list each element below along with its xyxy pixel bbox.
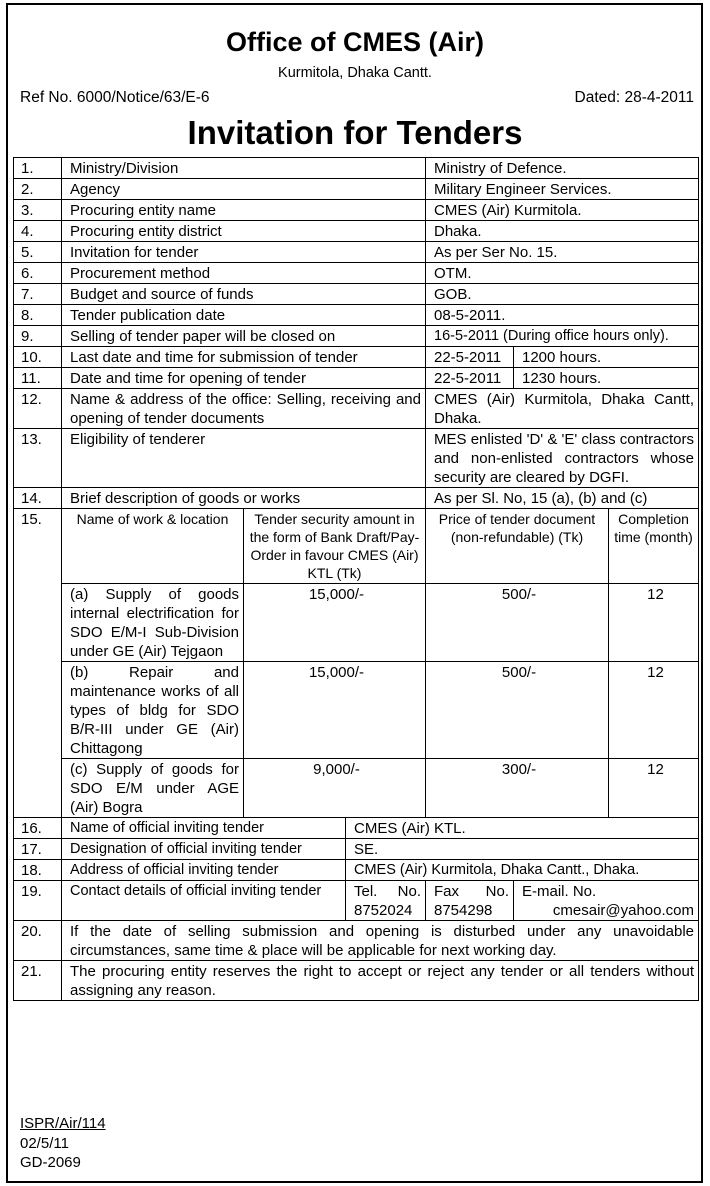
table-row [14,584,699,662]
table-row: 1. Ministry/Division Ministry of Defence. [14,158,699,179]
row-label: Brief description of goods or works [62,488,426,509]
ispr-code: ISPR/Air/114 [20,1115,106,1132]
row-value: 16-5-2011 (During office hours only). [426,326,699,347]
row-label: Date and time for opening of tender [62,368,426,389]
row-label: Contact details of official inviting tender [62,881,346,921]
table-row: 3. Procuring entity name CMES (Air) Kurmitola. [14,200,699,221]
table-row: 8. Tender publication date 08-5-2011. [14,305,699,326]
note-text: The procuring entity reserves the right to accept or reject any tender or all tenders without assigning any reason. [62,961,699,1001]
note-text: If the date of selling submission and opening is disturbed under any unavoidable circumstances, same time & place will be applicable for next working day. [62,921,699,961]
email-address: cmesair@yahoo.com [552,902,694,919]
submission-time: 1200 hours. [514,347,699,368]
row-value: CMES (Air) Kurmitola. [426,200,699,221]
row-label: Tender publication date [62,305,426,326]
tel-number: 8752024 [354,902,413,919]
row-value: Dhaka. [426,221,699,242]
email-label: E-mail. No. [522,883,597,900]
fax-number: 8754298 [434,902,493,919]
row-label: Budget and source of funds [62,284,426,305]
opening-date: 22-5-2011 [426,368,514,389]
work-name: (b) Repair and maintenance works of all types of bldg for SDO B/R-III under GE (Air) Chittagong [62,662,244,759]
table-row: 5. Invitation for tender As per Ser No. 15. [14,242,699,263]
works-security-header: Tender security amount in the form of Bank Draft/Pay-Order in favour CMES (Air) KTL (Tk) [244,509,426,584]
work-price: 500/- [426,662,609,759]
table-row: 21. The procuring entity reserves the right to accept or reject any tender or all tenders without assigning any reason. [14,961,699,1001]
row-label: Address of official inviting tender [62,860,346,881]
footer [20,1114,106,1173]
work-security: 15,000/- [244,584,426,662]
row-value: OTM. [426,263,699,284]
row-label: Designation of official inviting tender [62,839,346,860]
work-price: 300/- [426,759,609,818]
work-completion: 12 [609,662,699,759]
table-row: 17. Designation of official inviting tender SE. [14,839,699,860]
tender-table [13,157,699,1001]
work-completion: 12 [609,584,699,662]
table-row [14,759,699,818]
table-row: 20. If the date of selling submission and opening is disturbed under any unavoidable circumstances, same time & place will be applicable for next working day. [14,921,699,961]
table-row: 13. Eligibility of tenderer MES enlisted 'D' & 'E' class contractors and non-enlisted contractors whose security are cleared by DGFI. [14,429,699,488]
row-value: CMES (Air) Kurmitola, Dhaka Cantt., Dhaka. [346,860,699,881]
row-value: As per Ser No. 15. [426,242,699,263]
row-value: MES enlisted 'D' & 'E' class contractors and non-enlisted contractors whose security are cleared by DGFI. [426,429,699,488]
row-label: Procurement method [62,263,426,284]
row-value: CMES (Air) KTL. [346,818,699,839]
opening-time: 1230 hours. [514,368,699,389]
submission-date: 22-5-2011 [426,347,514,368]
row-label: Procuring entity district [62,221,426,242]
row-label: Agency [62,179,426,200]
table-row: 9. Selling of tender paper will be closed on 16-5-2011 (During office hours only). [14,326,699,347]
row-label: Last date and time for submission of tender [62,347,426,368]
gd-number: GD-2069 [20,1154,81,1171]
contact-fax [426,881,514,921]
contact-tel [346,881,426,921]
row-value: Military Engineer Services. [426,179,699,200]
work-completion: 12 [609,759,699,818]
work-price: 500/- [426,584,609,662]
fax-label: Fax No. [434,883,509,900]
tel-label: Tel. No. [354,883,421,900]
table-row: 19. Contact details of official inviting tender Tel. No. 8752024 Fax No. 8754298 E-mail. No. cmesair@yahoo.com [14,881,699,921]
work-name: (c) Supply of goods for SDO E/M under AGE (Air) Bogra [62,759,244,818]
table-row: 16. Name of official inviting tender CMES (Air) KTL. [14,818,699,839]
row-label: Name of official inviting tender [62,818,346,839]
office-title: Office of CMES (Air) [225,27,484,57]
work-name: (a) Supply of goods internal electrification for SDO E/M-I Sub-Division under GE (Air) Tejgaon [62,584,244,662]
table-row: 7. Budget and source of funds GOB. [14,284,699,305]
row-value: CMES (Air) Kurmitola, Dhaka Cantt, Dhaka. [426,389,699,429]
work-security: 15,000/- [244,662,426,759]
row-value: SE. [346,839,699,860]
row-label: Ministry/Division [62,158,426,179]
works-header-row: 15. Name of work & location Tender security amount in the form of Bank Draft/Pay-Order in favour CMES (Air) KTL (Tk) Price of tender document (non-refundable) (Tk) Completion time (month) [14,509,699,584]
works-price-header: Price of tender document (non-refundable) (Tk) [426,509,609,584]
notice-heading: Invitation for Tenders [187,114,523,151]
row-value: Ministry of Defence. [426,158,699,179]
row-label: Name & address of the office: Selling, receiving and opening of tender documents [62,389,426,429]
row-label: Eligibility of tenderer [62,429,426,488]
works-name-header: Name of work & location [62,509,244,584]
row-value: GOB. [426,284,699,305]
table-row: 12. Name & address of the office: Selling, receiving and opening of tender documents CMES (Air) Kurmitola, Dhaka Cantt, Dhaka. [14,389,699,429]
footer-date: 02/5/11 [20,1134,69,1152]
reference-number: Ref No. 6000/Notice/63/E-6 [20,89,210,106]
table-row: 14. Brief description of goods or works As per Sl. No, 15 (a), (b) and (c) [14,488,699,509]
works-completion-header: Completion time (month) [609,509,699,584]
table-row: 11. Date and time for opening of tender 22-5-2011 1230 hours. [14,368,699,389]
row-label: Selling of tender paper will be closed on [62,326,426,347]
table-row: 6. Procurement method OTM. [14,263,699,284]
row-value: 08-5-2011. [426,305,699,326]
table-row [14,662,699,759]
notice-date: Dated: 28-4-2011 [574,89,694,106]
contact-email [514,881,699,921]
work-security: 9,000/- [244,759,426,818]
office-location: Kurmitola, Dhaka Cantt. [278,65,432,81]
row-label: Invitation for tender [62,242,426,263]
table-row: 2. Agency Military Engineer Services. [14,179,699,200]
row-value: As per Sl. No, 15 (a), (b) and (c) [426,488,699,509]
table-row: 10. Last date and time for submission of tender 22-5-2011 1200 hours. [14,347,699,368]
table-row: 4. Procuring entity district Dhaka. [14,221,699,242]
table-row: 18. Address of official inviting tender CMES (Air) Kurmitola, Dhaka Cantt., Dhaka. [14,860,699,881]
row-label: Procuring entity name [62,200,426,221]
